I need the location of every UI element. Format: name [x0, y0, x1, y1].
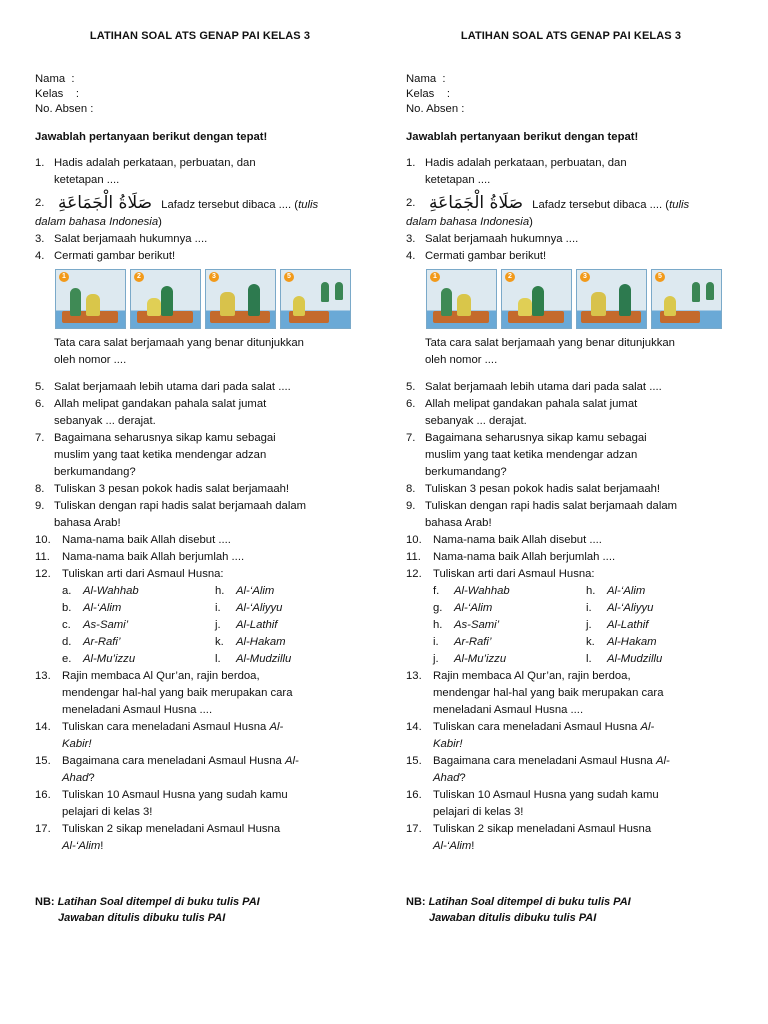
question-text: muslim yang taat ketika mendengar adzan — [425, 449, 638, 461]
asmaul-husna-item — [586, 634, 726, 651]
question-number: 5. — [406, 381, 416, 393]
question-text-italic: Al- — [640, 721, 655, 733]
question-11 — [406, 549, 751, 566]
question-number: 5. — [35, 381, 45, 393]
asmaul-husna-name: Al-Wahhab — [83, 585, 139, 597]
asmaul-husna-name: Al-Mudzillu — [607, 653, 663, 665]
item-letter: h. — [433, 619, 443, 631]
absence-number-label: No. Absen : — [406, 103, 465, 115]
question-10 — [406, 532, 751, 549]
question-text: muslim yang taat ketika mendengar adzan — [54, 449, 267, 461]
asmaul-husna-name: Ar-Rafi’ — [83, 636, 121, 648]
note-text: Jawaban ditulis dibuku tulis PAI — [429, 912, 597, 924]
asmaul-husna-name: Al-Lathif — [236, 619, 278, 631]
note-text: Jawaban ditulis dibuku tulis PAI — [58, 912, 226, 924]
question-8 — [406, 481, 751, 498]
question-text: ! — [100, 840, 104, 852]
prayer-illustration — [651, 269, 722, 329]
question-text: Salat berjamaah hukumnya .... — [54, 233, 208, 245]
question-number: 12. — [35, 568, 51, 580]
asmaul-husna-item — [586, 583, 726, 600]
note-text: Latihan Soal ditempel di buku tulis PAI — [57, 896, 260, 908]
question-text-italic: dalam bahasa Indonesia — [406, 216, 530, 228]
item-letter: l. — [215, 653, 221, 665]
question-text: Lafadz tersebut dibaca .... ( — [532, 199, 670, 211]
question-text: Salat berjamaah hukumnya .... — [425, 233, 579, 245]
question-text: pelajari di kelas 3! — [62, 806, 153, 818]
question-text: Tuliskan dengan rapi hadis salat berjamaah dalam — [54, 500, 307, 512]
asmaul-husna-item — [215, 634, 355, 651]
illustration-number-badge: 2 — [134, 272, 144, 282]
prayer-illustration — [576, 269, 647, 329]
question-text: ) — [529, 216, 533, 228]
illustration-number-badge: 3 — [580, 272, 590, 282]
question-text: Lafadz tersebut dibaca .... ( — [161, 199, 299, 211]
question-text: ? — [459, 772, 466, 784]
illustration-number-badge: 5 — [284, 272, 294, 282]
note-text: Latihan Soal ditempel di buku tulis PAI — [428, 896, 631, 908]
question-text: Tuliskan cara meneladani Asmaul Husna — [62, 721, 270, 733]
question-text: Tata cara salat berjamaah yang benar ditunjukkan — [54, 337, 304, 349]
question-text: ) — [158, 216, 162, 228]
prayer-illustration — [55, 269, 126, 329]
question-number: 8. — [406, 483, 416, 495]
item-letter: h. — [586, 585, 596, 597]
question-number: 4. — [406, 250, 416, 262]
question-text: Tuliskan 2 sikap meneladani Asmaul Husna — [433, 823, 652, 835]
question-13 — [406, 668, 751, 719]
asmaul-husna-name: Al-Lathif — [607, 619, 649, 631]
illustration-number-badge: 3 — [209, 272, 219, 282]
asmaul-husna-item — [586, 617, 726, 634]
asmaul-husna-item — [62, 583, 215, 600]
asmaul-husna-name: Al-Hakam — [607, 636, 657, 648]
question-text: Cermati gambar berikut! — [425, 250, 547, 262]
question-text: Tuliskan dengan rapi hadis salat berjamaah dalam — [425, 500, 678, 512]
item-letter: h. — [215, 585, 225, 597]
asmaul-husna-name: Al-‘Aliyyu — [607, 602, 654, 614]
question-14 — [35, 719, 380, 753]
question-7 — [35, 430, 380, 481]
absence-number-label: No. Absen : — [35, 103, 94, 115]
class-field-label: Kelas : — [35, 88, 79, 100]
asmaul-husna-item — [215, 600, 355, 617]
question-text: sebanyak ... derajat. — [54, 415, 156, 427]
prayer-illustration-strip — [55, 269, 380, 329]
question-number: 6. — [35, 398, 45, 410]
question-3 — [35, 231, 380, 248]
asmaul-husna-name: As-Sami’ — [83, 619, 129, 631]
question-6 — [406, 396, 751, 430]
question-number: 10. — [406, 534, 422, 546]
question-1 — [406, 155, 751, 189]
question-number: 15. — [406, 755, 422, 767]
question-number: 9. — [35, 500, 45, 512]
question-text: ? — [88, 772, 95, 784]
question-text-italic: Al- — [284, 755, 299, 767]
question-number: 7. — [406, 432, 416, 444]
asmaul-husna-name: Al-Mu’izzu — [454, 653, 507, 665]
arabic-phrase: صَلَاةُ الْجَمَاعَةِ — [429, 193, 524, 213]
question-text: Tuliskan 3 pesan pokok hadis salat berjamaah! — [425, 483, 661, 495]
item-letter: e. — [62, 653, 72, 665]
item-letter: f. — [433, 585, 440, 597]
asmaul-husna-name: Al-‘Aliyyu — [236, 602, 283, 614]
question-number: 12. — [406, 568, 422, 580]
item-letter: l. — [586, 653, 592, 665]
illustration-number-badge: 1 — [430, 272, 440, 282]
question-1 — [35, 155, 380, 189]
question-text: meneladani Asmaul Husna .... — [62, 704, 213, 716]
instruction: Jawablah pertanyaan berikut dengan tepat! — [35, 131, 268, 143]
question-4 — [35, 248, 380, 265]
asmaul-husna-item — [586, 651, 726, 668]
asmaul-husna-item — [433, 583, 586, 600]
illustration-number-badge: 5 — [655, 272, 665, 282]
student-identity — [35, 72, 93, 117]
item-letter: k. — [586, 636, 595, 648]
question-5 — [406, 379, 751, 396]
question-2 — [406, 195, 751, 231]
asmaul-husna-item — [62, 651, 215, 668]
question-number: 1. — [35, 157, 45, 169]
question-number: 11. — [406, 551, 421, 563]
question-15 — [35, 753, 380, 787]
question-number: 13. — [406, 670, 422, 682]
question-number: 3. — [35, 233, 45, 245]
prayer-illustration — [501, 269, 572, 329]
item-letter: g. — [433, 602, 443, 614]
prayer-illustration — [280, 269, 351, 329]
prayer-illustration — [426, 269, 497, 329]
question-12 — [406, 566, 751, 583]
question-2 — [35, 195, 380, 231]
question-text: Tuliskan arti dari Asmaul Husna: — [433, 568, 595, 580]
prayer-illustration-strip — [426, 269, 751, 329]
question-number: 7. — [35, 432, 45, 444]
item-letter: i. — [215, 602, 221, 614]
question-number: 17. — [35, 823, 51, 835]
question-text: Rajin membaca Al Qur’an, rajin berdoa, — [433, 670, 631, 682]
question-text: pelajari di kelas 3! — [433, 806, 524, 818]
question-text-italic: tulis — [298, 199, 319, 211]
class-field-label: Kelas : — [406, 88, 450, 100]
asmaul-husna-item — [433, 634, 586, 651]
asmaul-husna-name: Al-Hakam — [236, 636, 286, 648]
question-12 — [35, 566, 380, 583]
asmaul-husna-item — [433, 651, 586, 668]
student-identity — [406, 72, 464, 117]
question-text: Nama-nama baik Allah berjumlah .... — [62, 551, 245, 563]
question-5 — [35, 379, 380, 396]
question-text-italic: tulis — [669, 199, 690, 211]
question-text: ketetapan .... — [425, 174, 491, 186]
prayer-illustration — [205, 269, 276, 329]
question-text: Hadis adalah perkataan, perbuatan, dan — [54, 157, 256, 169]
question-text: Allah melipat gandakan pahala salat jumat — [425, 398, 638, 410]
question-number: 15. — [35, 755, 51, 767]
asmaul-husna-name: Al-Wahhab — [454, 585, 510, 597]
note-label: NB: — [35, 896, 58, 908]
question-text: Tuliskan 3 pesan pokok hadis salat berjamaah! — [54, 483, 290, 495]
question-text-italic: Ahad — [433, 772, 460, 784]
asmaul-husna-item — [433, 617, 586, 634]
asmaul-husna-item — [62, 634, 215, 651]
instruction: Jawablah pertanyaan berikut dengan tepat! — [406, 131, 639, 143]
asmaul-husna-name: Ar-Rafi’ — [454, 636, 492, 648]
question-text-italic: Kabir! — [433, 738, 463, 750]
asmaul-husna-item — [215, 617, 355, 634]
question-text: Tuliskan cara meneladani Asmaul Husna — [433, 721, 641, 733]
question-4-caption — [406, 335, 751, 369]
asmaul-husna-name: Al-‘Alim — [83, 602, 122, 614]
name-field-label: Nama : — [35, 73, 75, 85]
question-text: ketetapan .... — [54, 174, 120, 186]
question-text: berkumandang? — [425, 466, 507, 478]
question-text: bahasa Arab! — [54, 517, 121, 529]
asmaul-husna-name: As-Sami’ — [454, 619, 500, 631]
question-text-italic: dalam bahasa Indonesia — [35, 216, 159, 228]
question-number: 6. — [406, 398, 416, 410]
item-letter: a. — [62, 585, 72, 597]
question-9 — [35, 498, 380, 532]
question-text: Salat berjamaah lebih utama dari pada salat .... — [425, 381, 662, 393]
question-text: Bagaimana cara meneladani Asmaul Husna — [433, 755, 656, 767]
question-text: Tuliskan arti dari Asmaul Husna: — [62, 568, 224, 580]
question-text: Bagaimana seharusnya sikap kamu sebagai — [54, 432, 276, 444]
worksheet-title: LATIHAN SOAL ATS GENAP PAI KELAS 3 — [460, 30, 682, 42]
arabic-phrase: صَلَاةُ الْجَمَاعَةِ — [58, 193, 153, 213]
question-number: 2. — [406, 197, 416, 209]
question-text: Allah melipat gandakan pahala salat jumat — [54, 398, 267, 410]
asmaul-husna-item — [433, 600, 586, 617]
question-number: 3. — [406, 233, 416, 245]
item-letter: j. — [215, 619, 221, 631]
question-text-italic: Al- — [655, 755, 670, 767]
question-list — [35, 155, 380, 855]
question-text-italic: Al- — [269, 721, 284, 733]
asmaul-husna-item — [215, 651, 355, 668]
question-text: oleh nomor .... — [425, 354, 498, 366]
question-text-italic: Ahad — [62, 772, 89, 784]
asmaul-husna-name: Al-‘Alim — [236, 585, 275, 597]
note-block — [35, 894, 260, 926]
question-number: 1. — [406, 157, 416, 169]
illustration-number-badge: 1 — [59, 272, 69, 282]
question-text-italic: Al-‘Alim — [62, 840, 101, 852]
question-text-italic: Kabir! — [62, 738, 92, 750]
question-14 — [406, 719, 751, 753]
question-text: Tuliskan 10 Asmaul Husna yang sudah kamu — [62, 789, 288, 801]
question-number: 10. — [35, 534, 51, 546]
question-text-italic: Al-‘Alim — [433, 840, 472, 852]
question-number: 9. — [406, 500, 416, 512]
question-17 — [406, 821, 751, 855]
question-16 — [406, 787, 751, 821]
note-label: NB: — [406, 896, 429, 908]
question-number: 16. — [406, 789, 422, 801]
worksheet-title: LATIHAN SOAL ATS GENAP PAI KELAS 3 — [89, 30, 311, 42]
asmaul-husna-item — [586, 600, 726, 617]
question-text: Tata cara salat berjamaah yang benar ditunjukkan — [425, 337, 675, 349]
question-number: 14. — [35, 721, 51, 733]
item-letter: k. — [215, 636, 224, 648]
item-letter: d. — [62, 636, 72, 648]
question-text: ! — [471, 840, 475, 852]
question-text: Tuliskan 2 sikap meneladani Asmaul Husna — [62, 823, 281, 835]
question-number: 17. — [406, 823, 422, 835]
question-text: berkumandang? — [54, 466, 136, 478]
asmaul-husna-item — [62, 600, 215, 617]
illustration-number-badge: 2 — [505, 272, 515, 282]
question-10 — [35, 532, 380, 549]
question-9 — [406, 498, 751, 532]
asmaul-husna-name: Al-‘Alim — [454, 602, 493, 614]
question-text: Cermati gambar berikut! — [54, 250, 176, 262]
name-field-label: Nama : — [406, 73, 446, 85]
question-8 — [35, 481, 380, 498]
question-text: Salat berjamaah lebih utama dari pada salat .... — [54, 381, 291, 393]
question-11 — [35, 549, 380, 566]
question-number: 11. — [35, 551, 50, 563]
question-text: Nama-nama baik Allah disebut .... — [62, 534, 231, 546]
question-text: meneladani Asmaul Husna .... — [433, 704, 584, 716]
question-text: sebanyak ... derajat. — [425, 415, 527, 427]
question-17 — [35, 821, 380, 855]
question-number: 16. — [35, 789, 51, 801]
item-letter: i. — [586, 602, 592, 614]
item-letter: j. — [433, 653, 439, 665]
question-text: mendengar hal-hal yang baik merupakan cara — [433, 687, 664, 699]
question-text: bahasa Arab! — [425, 517, 492, 529]
question-7 — [406, 430, 751, 481]
question-4-caption — [35, 335, 380, 369]
question-6 — [35, 396, 380, 430]
question-text: Nama-nama baik Allah berjumlah .... — [433, 551, 616, 563]
question-number: 2. — [35, 197, 45, 209]
question-text: oleh nomor .... — [54, 354, 127, 366]
item-letter: j. — [586, 619, 592, 631]
question-4 — [406, 248, 751, 265]
question-16 — [35, 787, 380, 821]
question-text: mendengar hal-hal yang baik merupakan cara — [62, 687, 293, 699]
question-number: 14. — [406, 721, 422, 733]
question-text: Bagaimana cara meneladani Asmaul Husna — [62, 755, 285, 767]
item-letter: b. — [62, 602, 72, 614]
prayer-illustration — [130, 269, 201, 329]
item-letter: c. — [62, 619, 71, 631]
asmaul-husna-name: Al-Mu’izzu — [83, 653, 136, 665]
asmaul-husna-item — [62, 617, 215, 634]
question-text: Nama-nama baik Allah disebut .... — [433, 534, 602, 546]
question-text: Rajin membaca Al Qur’an, rajin berdoa, — [62, 670, 260, 682]
question-3 — [406, 231, 751, 248]
asmaul-husna-list — [433, 583, 751, 668]
question-number: 8. — [35, 483, 45, 495]
question-number: 4. — [35, 250, 45, 262]
asmaul-husna-item — [215, 583, 355, 600]
question-text: Tuliskan 10 Asmaul Husna yang sudah kamu — [433, 789, 659, 801]
question-13 — [35, 668, 380, 719]
asmaul-husna-name: Al-Mudzillu — [236, 653, 292, 665]
question-number: 13. — [35, 670, 51, 682]
question-text: Hadis adalah perkataan, perbuatan, dan — [425, 157, 627, 169]
note-block — [406, 894, 631, 926]
item-letter: i. — [433, 636, 439, 648]
asmaul-husna-list — [62, 583, 380, 668]
question-15 — [406, 753, 751, 787]
asmaul-husna-name: Al-‘Alim — [607, 585, 646, 597]
question-text: Bagaimana seharusnya sikap kamu sebagai — [425, 432, 647, 444]
question-list — [406, 155, 751, 855]
